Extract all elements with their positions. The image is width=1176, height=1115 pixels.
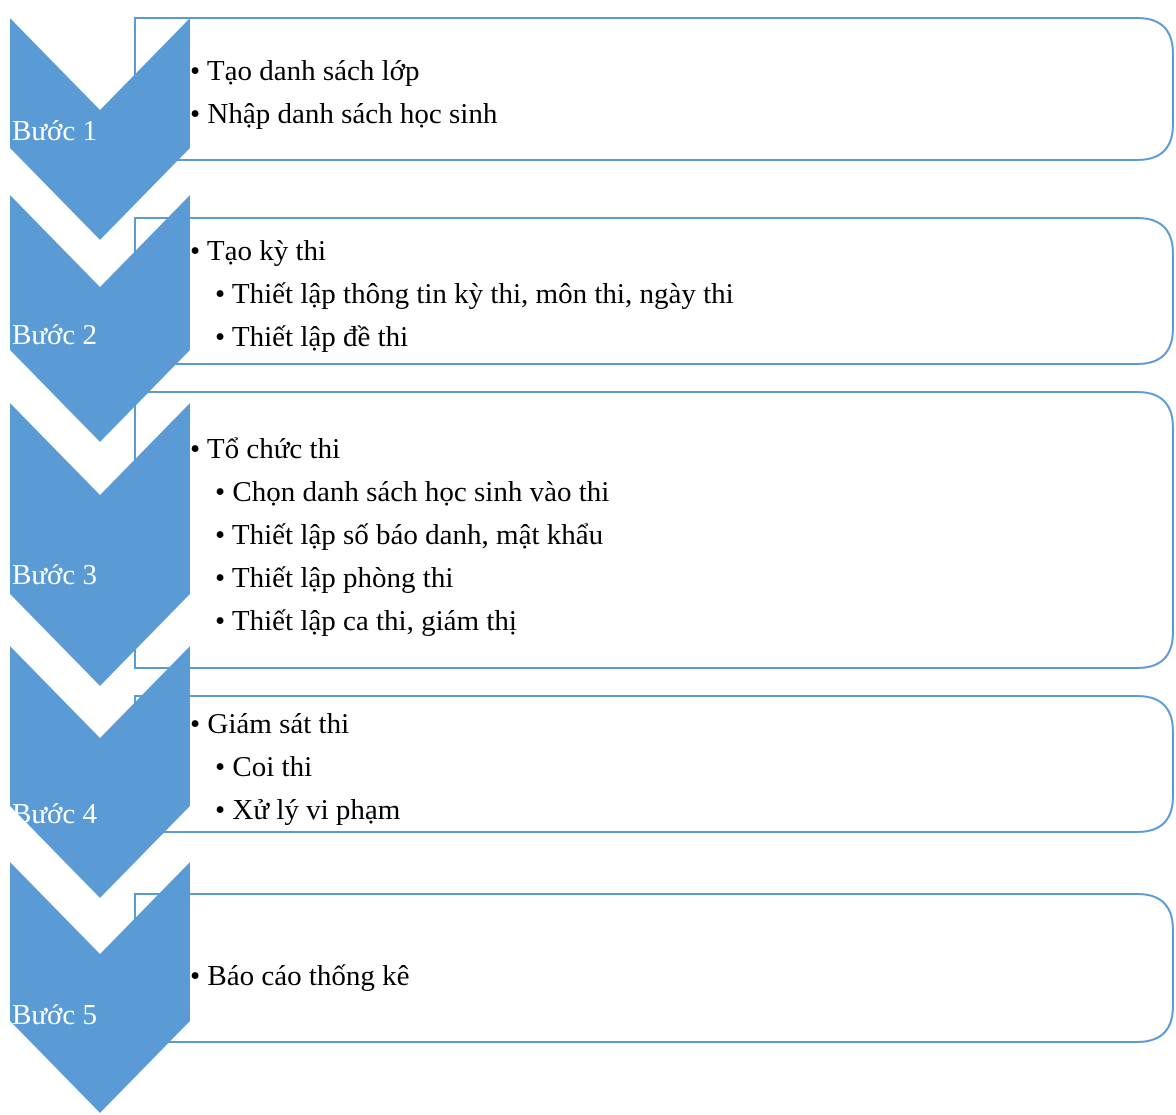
- step-1-label: Bước 1: [12, 115, 98, 147]
- step-1-item: • Nhập danh sách học sinh: [190, 98, 498, 130]
- step-3-subitem: • Thiết lập số báo danh, mật khẩu: [215, 519, 604, 551]
- step-4-subitem: • Coi thi: [215, 751, 313, 783]
- step-1-box: [135, 18, 1173, 160]
- step-2-subitem: • Thiết lập thông tin kỳ thi, môn thi, ngày thi: [215, 278, 734, 310]
- step-3-subitem: • Thiết lập phòng thi: [215, 562, 454, 594]
- step-2-label: Bước 2: [12, 319, 98, 351]
- step-5-item: • Báo cáo thống kê: [190, 960, 410, 992]
- step-4-subitem: • Xử lý vi phạm: [215, 794, 401, 826]
- step-3-label: Bước 3: [12, 559, 98, 591]
- step-4-item: • Giám sát thi: [190, 708, 350, 740]
- step-3-subitem: • Thiết lập ca thi, giám thị: [215, 605, 517, 637]
- step-5-chevron: [10, 862, 190, 1113]
- step-5-label: Bước 5: [12, 999, 98, 1031]
- step-2-subitem: • Thiết lập đề thi: [215, 321, 409, 353]
- step-3-subitem: • Chọn danh sách học sinh vào thi: [215, 476, 610, 508]
- step-1-item: • Tạo danh sách lớp: [190, 55, 420, 87]
- step-4-label: Bước 4: [12, 798, 98, 830]
- step-3-item: • Tổ chức thi: [190, 433, 341, 465]
- step-2-item: • Tạo kỳ thi: [190, 235, 327, 267]
